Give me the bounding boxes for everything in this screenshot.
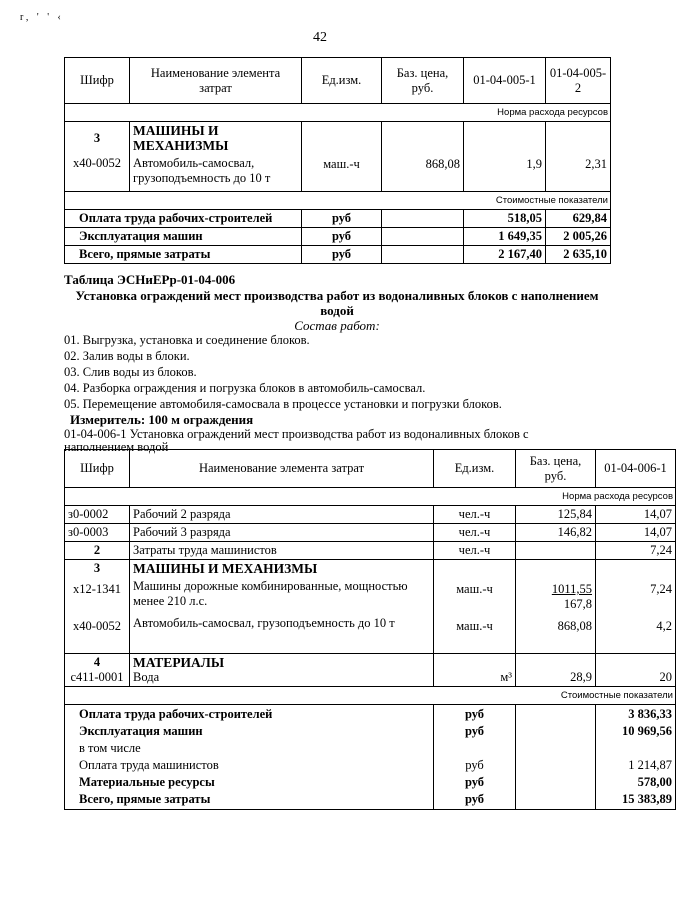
col-header-name: Наименование элемента затрат — [130, 58, 302, 104]
total-row-v2: 2 635,10 — [546, 246, 611, 264]
table-row-unit: маш.-ч — [302, 122, 382, 192]
table-row-value: 7,24 — [596, 542, 676, 560]
work-step: 02. Залив воды в блоки. — [64, 349, 190, 363]
table-row-name: Рабочий 3 разряда — [130, 524, 434, 542]
col-header-code: Шифр — [65, 450, 130, 488]
table-row-v2: 2,31 — [546, 122, 611, 192]
work-step: 03. Слив воды из блоков. — [64, 365, 197, 379]
table-row-unit: чел.-ч — [434, 524, 516, 542]
table-row-name: МАШИНЫ И МЕХАНИЗМЫ Автомобиль-самосвал, грузоподъемность до 10 т — [130, 122, 302, 192]
meter-label: Измеритель: 100 м ограждения — [70, 412, 254, 427]
col-header-price: Баз. цена, руб. — [382, 58, 464, 104]
total-row-v2: 629,84 — [546, 210, 611, 228]
composition-label: Состав работ: — [294, 318, 380, 333]
work-step: 01. Выгрузка, установка и соединение блоков. — [64, 333, 310, 347]
table-row-name: Рабочий 2 разряда — [130, 506, 434, 524]
table-title: Таблица ЭСНиЕРр-01-04-006 — [64, 272, 236, 287]
table-row-price: 868,08 — [382, 122, 464, 192]
table-row-price — [516, 542, 596, 560]
total-row-unit: руб — [302, 246, 382, 264]
total-row-name: Оплата труда рабочих-строителей — [65, 210, 302, 228]
table-row-name: МАШИНЫ И МЕХАНИЗМЫ Машины дорожные комбинированные, мощностью менее 210 л.с. Автомобиль-самосвал, грузоподъемность до 10 т — [130, 560, 434, 654]
totals-units: руб руб руб руб руб — [434, 705, 516, 810]
norm-label: Норма расхода ресурсов — [65, 104, 611, 122]
totals-names: Оплата труда рабочих-строителей Эксплуатация машин в том числе Оплата труда машинистов Материальные ресурсы Всего, прямые затраты — [65, 705, 434, 810]
table-row-code: 3 х12-1341 х40-0052 — [65, 560, 130, 654]
corner-marks: r, ' ' ‹ — [20, 12, 64, 23]
page-number: 42 — [313, 30, 327, 45]
col-header-006-1: 01-04-006-1 — [596, 450, 676, 488]
table-row-value: 7,24 4,2 — [596, 560, 676, 654]
table-row-name: Затраты труда машинистов — [130, 542, 434, 560]
total-row-unit: руб — [302, 210, 382, 228]
table-row-price: 125,84 — [516, 506, 596, 524]
total-row-v2: 2 005,26 — [546, 228, 611, 246]
item-description: 01-04-006-1 Установка ограждений мест производства работ из водоналивных блоков с — [64, 427, 529, 441]
norm-label: Норма расхода ресурсов — [65, 488, 676, 506]
totals-values: 3 836,33 10 969,56 1 214,87 578,00 15 383,89 — [596, 705, 676, 810]
table-row-code: 2 — [65, 542, 130, 560]
table-row-v1: 1,9 — [464, 122, 546, 192]
table-row-price: 1011,55 167,8 868,08 — [516, 560, 596, 654]
table-row-code: 4 с411-0001 — [65, 654, 130, 687]
resource-table-006 — [64, 449, 676, 810]
totals-price — [516, 705, 596, 810]
table-row-value: 14,07 — [596, 524, 676, 542]
col-header-unit: Ед.изм. — [302, 58, 382, 104]
total-row-price — [382, 210, 464, 228]
total-row-name: Всего, прямые затраты — [65, 246, 302, 264]
col-header-name: Наименование элемента затрат — [130, 450, 434, 488]
section-heading: Установка ограждений мест производства работ из водоналивных блоков с наполнением водой — [75, 288, 599, 318]
cost-label: Стоимостные показатели — [65, 687, 676, 705]
work-step: 05. Перемещение автомобиля-самосвала в процессе установки и погрузки блоков. — [64, 397, 502, 411]
resource-table-005 — [64, 57, 611, 264]
col-header-005-1: 01-04-005-1 — [464, 58, 546, 104]
table-row-code: з0-0002 — [65, 506, 130, 524]
total-row-v1: 2 167,40 — [464, 246, 546, 264]
total-row-v1: 1 649,35 — [464, 228, 546, 246]
item-description-cont: наполнением водой — [64, 440, 169, 454]
col-header-price: Баз. цена, руб. — [516, 450, 596, 488]
table-row-unit: чел.-ч — [434, 506, 516, 524]
table-row-price: 146,82 — [516, 524, 596, 542]
table-row-name: МАТЕРИАЛЫ Вода — [130, 654, 434, 687]
total-row-unit: руб — [302, 228, 382, 246]
table-row-code: з0-0003 — [65, 524, 130, 542]
table-row-value: 20 — [596, 654, 676, 687]
total-row-name: Эксплуатация машин — [65, 228, 302, 246]
table-row-unit: чел.-ч — [434, 542, 516, 560]
table-row-unit: м³ — [434, 654, 516, 687]
col-header-005-2: 01-04-005-2 — [546, 58, 611, 104]
table-row-price: 28,9 — [516, 654, 596, 687]
cost-label: Стоимостные показатели — [65, 192, 611, 210]
total-row-price — [382, 246, 464, 264]
total-row-v1: 518,05 — [464, 210, 546, 228]
col-header-code: Шифр — [65, 58, 130, 104]
col-header-unit: Ед.изм. — [434, 450, 516, 488]
total-row-price — [382, 228, 464, 246]
table-row-unit: маш.-ч маш.-ч — [434, 560, 516, 654]
table-row-value: 14,07 — [596, 506, 676, 524]
table-row-code: 3 х40-0052 — [65, 122, 130, 192]
work-step: 04. Разборка ограждения и погрузка блоков в автомобиль-самосвал. — [64, 381, 426, 395]
